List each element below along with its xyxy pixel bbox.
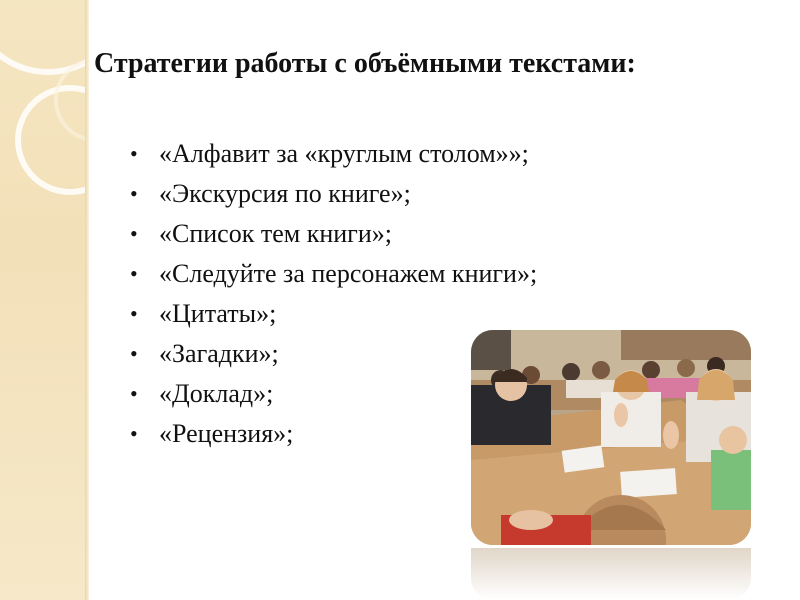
list-item xyxy=(125,214,565,254)
bullet-icon: • xyxy=(130,341,138,366)
slide-title: Стратегии работы с объёмными текстами: xyxy=(94,48,636,79)
list-item-text: «Экскурсия по книге»; xyxy=(159,179,411,208)
bullet-icon: • xyxy=(130,381,138,406)
classroom-photo-image xyxy=(471,330,751,545)
list-item-text: «Загадки»; xyxy=(159,339,279,368)
sidebar-edge xyxy=(85,0,89,600)
list-item-text: «Список тем книги»; xyxy=(159,219,392,248)
bullet-icon: • xyxy=(130,141,138,166)
list-item-text: «Цитаты»; xyxy=(159,299,277,328)
list-item-text: «Следуйте за персонажем книги»; xyxy=(159,259,538,288)
classroom-photo xyxy=(471,330,751,545)
list-item xyxy=(125,254,565,294)
list-item xyxy=(125,174,565,214)
list-item-text: «Алфавит за «круглым столом»»; xyxy=(159,139,529,168)
photo-reflection xyxy=(471,548,751,600)
list-item xyxy=(125,294,565,334)
bullet-icon: • xyxy=(130,421,138,446)
list-item-text: «Доклад»; xyxy=(159,379,274,408)
bullet-icon: • xyxy=(130,221,138,246)
decorative-circles xyxy=(0,0,89,600)
bullet-icon: • xyxy=(130,181,138,206)
bullet-icon: • xyxy=(130,301,138,326)
list-item xyxy=(125,134,565,174)
list-item-text: «Рецензия»; xyxy=(159,419,294,448)
bullet-icon: • xyxy=(130,261,138,286)
decorative-sidebar xyxy=(0,0,89,600)
